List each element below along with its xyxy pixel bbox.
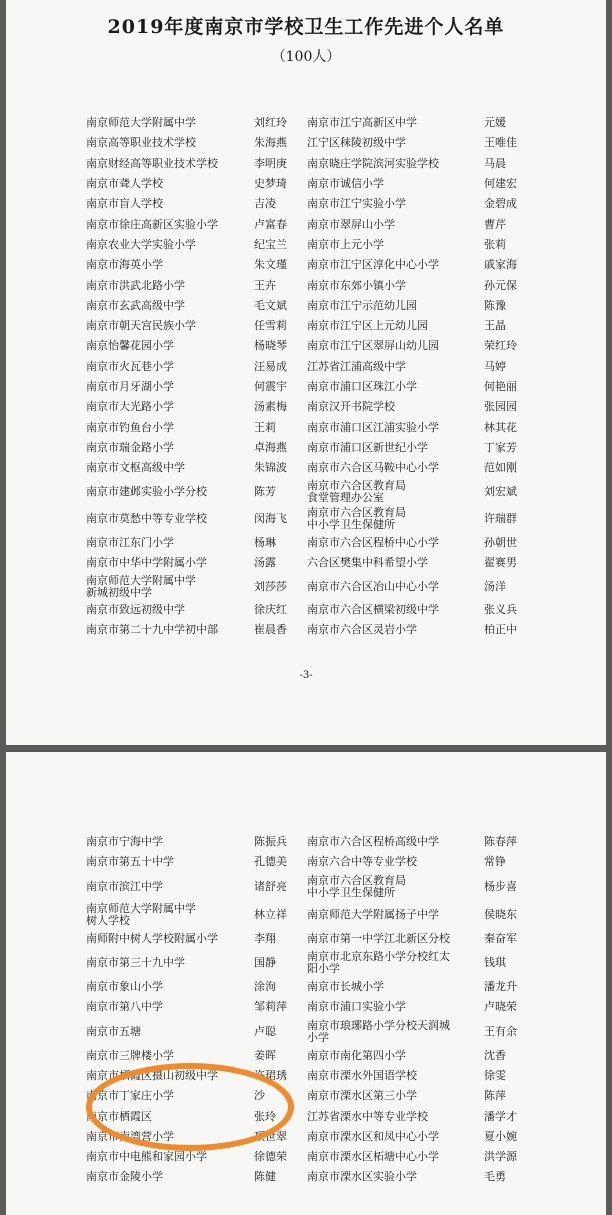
person-left: 孔德美 — [254, 855, 287, 869]
list-row — [6, 255, 606, 275]
person-left: 任雪莉 — [254, 319, 287, 333]
person-right: 翟赛男 — [484, 555, 517, 569]
school-left: 南京市瑞金路小学 — [86, 440, 174, 454]
school-right: 南京市六合区教育局 食堂管理办公室 — [307, 478, 406, 504]
person-right: 张莉 — [484, 237, 506, 251]
person-left: 汤露 — [254, 555, 276, 569]
school-right: 六合区樊集中科希望小学 — [307, 555, 428, 569]
school-right: 南京市六合区灵岩小学 — [307, 623, 417, 637]
list-row — [6, 532, 606, 552]
list-row — [6, 1046, 606, 1066]
list-row — [6, 1167, 606, 1187]
person-right: 王唯佳 — [484, 136, 517, 150]
list-row — [6, 505, 606, 532]
school-left: 南京怡馨花园小学 — [86, 339, 174, 353]
school-left: 南师附中树人学校附属小学 — [86, 931, 218, 945]
list-row — [6, 174, 606, 194]
school-right: 江宁区秣陵初级中学 — [307, 136, 406, 150]
person-right: 马晨 — [484, 156, 506, 170]
school-right: 南京市翠屏山小学 — [307, 217, 395, 231]
person-right: 洪学源 — [484, 1150, 517, 1164]
school-right: 南京市第一中学江北新区分校 — [307, 931, 450, 945]
school-left: 南京市海英小学 — [86, 258, 163, 272]
school-right: 南京市六合区横梁初级中学 — [307, 603, 439, 617]
school-left: 南京师范大学附属中学 新城初级中学 — [86, 573, 196, 599]
school-left: 南京市栖霞区摄山初级中学 — [86, 1068, 218, 1082]
school-left: 南京市江东门小学 — [86, 535, 174, 549]
school-right: 南京市浦口实验小学 — [307, 1000, 406, 1014]
school-right: 南京六合中等专业学校 — [307, 855, 417, 869]
person-right: 马婷 — [484, 359, 506, 373]
person-right: 钱琪 — [484, 955, 506, 969]
person-right: 林其花 — [484, 420, 517, 434]
person-right: 元媛 — [484, 116, 506, 130]
person-left: 徐庆红 — [254, 603, 287, 617]
list-row — [6, 1127, 606, 1147]
person-left: 卢聪 — [254, 1024, 276, 1038]
list-row — [6, 458, 606, 478]
school-left: 南京市中华中学附属小学 — [86, 555, 207, 569]
school-left: 南京财经高等职业技术学校 — [86, 156, 218, 170]
person-left: 汪易成 — [254, 359, 287, 373]
school-left: 南京市第三十九中学 — [86, 955, 185, 969]
person-right: 孙朝世 — [484, 535, 517, 549]
person-left: 朱锦波 — [254, 461, 287, 475]
person-left: 诸舒亮 — [254, 879, 287, 893]
list-row — [6, 832, 606, 852]
school-right: 南京市北京东路小学分校红太 阳小学 — [307, 949, 450, 975]
list-row — [6, 929, 606, 949]
person-left: 李明庚 — [254, 156, 287, 170]
school-left: 南京市南湾营小学 — [86, 1129, 174, 1143]
school-right: 南京市六合区冶山中心小学 — [307, 579, 439, 593]
school-left: 南京市三牌楼小学 — [86, 1048, 174, 1062]
list-row — [6, 873, 606, 901]
list-row — [6, 418, 606, 438]
person-left: 国静 — [254, 955, 276, 969]
person-left: 朱海燕 — [254, 136, 287, 150]
school-right: 南京市上元小学 — [307, 237, 384, 251]
person-right: 汤洋 — [484, 579, 506, 593]
person-left: 杨琳 — [254, 535, 276, 549]
person-right: 张园园 — [484, 400, 517, 414]
list-row — [6, 275, 606, 295]
person-right: 何建宏 — [484, 177, 517, 191]
school-right: 南京市东郊小镇小学 — [307, 278, 406, 292]
list-row — [6, 620, 606, 640]
list-row — [6, 553, 606, 573]
person-left: 沙 — [254, 1089, 265, 1103]
school-right: 南京晓庄学院滨河实验学校 — [307, 156, 439, 170]
list-row — [6, 600, 606, 620]
person-left: 毛文斌 — [254, 298, 287, 312]
person-left: 项世翠 — [254, 1129, 287, 1143]
person-left: 汤素梅 — [254, 400, 287, 414]
school-left: 南京高等职业技术学校 — [86, 136, 196, 150]
school-left: 南京市致远初级中学 — [86, 603, 185, 617]
school-right: 南京市溧水区实验小学 — [307, 1170, 417, 1184]
list-row — [6, 154, 606, 174]
list-row — [6, 997, 606, 1017]
school-left: 南京农业大学实验小学 — [86, 237, 196, 251]
list-row — [6, 977, 606, 997]
person-right: 潘学才 — [484, 1109, 517, 1123]
school-left: 南京市钓鱼台小学 — [86, 420, 174, 434]
school-left: 南京市朝天宫民族小学 — [86, 319, 196, 333]
person-left: 杨晓琴 — [254, 339, 287, 353]
school-left: 南京市第二十九中学初中部 — [86, 623, 218, 637]
page-number: -3- — [299, 670, 313, 681]
person-left: 卓海燕 — [254, 440, 287, 454]
person-left: 崔晨香 — [254, 623, 287, 637]
school-left: 南京市中电熊和家园小学 — [86, 1150, 207, 1164]
school-right: 南京市溧水区第三小学 — [307, 1089, 417, 1103]
school-right: 南京市六合区马鞍中心小学 — [307, 461, 439, 475]
list-row — [6, 133, 606, 153]
school-right: 南京市江宁高新区中学 — [307, 116, 417, 130]
list-row — [6, 194, 606, 214]
school-left: 南京市五塘 — [86, 1024, 141, 1038]
school-right: 南京市江宁区上元幼儿园 — [307, 319, 428, 333]
person-right: 王有余 — [484, 1024, 517, 1038]
person-right: 侯晓东 — [484, 907, 517, 921]
school-left: 南京市栖霞区 — [86, 1109, 152, 1123]
school-right: 南京市六合区教育局 中小学卫生保健所 — [307, 873, 406, 899]
school-left: 南京市徐庄高新区实验小学 — [86, 217, 218, 231]
person-right: 卢晓荣 — [484, 1000, 517, 1014]
person-left: 纪宝兰 — [254, 237, 287, 251]
school-left: 南京市洪武北路小学 — [86, 278, 185, 292]
person-right: 徐雯 — [484, 1068, 506, 1082]
school-right: 南京市六合区程桥高级中学 — [307, 835, 439, 849]
list-row — [6, 357, 606, 377]
school-left: 南京市象山小学 — [86, 980, 163, 994]
school-left: 南京师范大学附属中学 — [86, 116, 196, 130]
person-left: 朱文瑾 — [254, 258, 287, 272]
list-row — [6, 1147, 606, 1167]
school-right: 南京师范大学附属扬子中学 — [307, 907, 439, 921]
person-right: 陈春萍 — [484, 835, 517, 849]
person-right: 王晶 — [484, 319, 506, 333]
school-right: 南京市江宁示范幼儿园 — [307, 298, 417, 312]
school-right: 南京市浦口区江浦实验小学 — [307, 420, 439, 434]
school-left: 南京市聋人学校 — [86, 177, 163, 191]
document-page-1 — [6, 0, 606, 745]
person-left: 林立祥 — [254, 907, 287, 921]
school-left: 南京师范大学附属中学 树人学校 — [86, 901, 196, 927]
school-left: 南京市大光路小学 — [86, 400, 174, 414]
list-row — [6, 1086, 606, 1106]
school-left: 南京市建邺实验小学分校 — [86, 484, 207, 498]
person-left: 徐德荣 — [254, 1150, 287, 1164]
person-right: 荣红玲 — [484, 339, 517, 353]
list-row — [6, 1018, 606, 1046]
person-left: 姜晖 — [254, 1048, 276, 1062]
list-row — [6, 949, 606, 977]
school-right: 南京市长城小学 — [307, 980, 384, 994]
list-row — [6, 573, 606, 600]
list-row — [6, 901, 606, 929]
person-right: 陈萍 — [484, 1089, 506, 1103]
school-right: 南京市六合区教育局 中小学卫生保健所 — [307, 505, 406, 531]
person-left: 闵海飞 — [254, 511, 287, 525]
person-left: 涂洵 — [254, 980, 276, 994]
person-left: 陈振兵 — [254, 835, 287, 849]
school-left: 南京市月牙湖小学 — [86, 380, 174, 394]
list-row — [6, 438, 606, 458]
person-right: 柏正中 — [484, 623, 517, 637]
school-left: 南京市滨江中学 — [86, 879, 163, 893]
person-right: 张义兵 — [484, 603, 517, 617]
person-right: 刘宏斌 — [484, 484, 517, 498]
school-right: 南京市江宁实验小学 — [307, 197, 406, 211]
school-right: 江苏省江浦高级中学 — [307, 359, 406, 373]
school-left: 南京市莫愁中等专业学校 — [86, 511, 207, 525]
school-left: 南京市盲人学校 — [86, 197, 163, 211]
school-right: 南京市浦口区新世纪小学 — [307, 440, 428, 454]
list-row — [6, 296, 606, 316]
school-right: 南京市江宁区翠屏山幼儿园 — [307, 339, 439, 353]
person-right: 何艳丽 — [484, 380, 517, 394]
school-right: 南京市琅琊路小学分校天润城 小学 — [307, 1018, 450, 1044]
person-right: 戚家海 — [484, 258, 517, 272]
school-right: 南京市江宁区淳化中心小学 — [307, 258, 439, 272]
person-left: 王卉 — [254, 278, 276, 292]
school-right: 南京市南化第四小学 — [307, 1048, 406, 1062]
person-right: 许瑞群 — [484, 511, 517, 525]
person-right: 杨步喜 — [484, 879, 517, 893]
person-left: 卢富春 — [254, 217, 287, 231]
school-left: 南京市丁家庄小学 — [86, 1089, 174, 1103]
person-left: 何震宇 — [254, 380, 287, 394]
person-right: 夏小婉 — [484, 1129, 517, 1143]
person-right: 秦奋军 — [484, 931, 517, 945]
person-right: 潘龙升 — [484, 980, 517, 994]
school-right: 南京市浦口区珠江小学 — [307, 380, 417, 394]
school-left: 南京市玄武高级中学 — [86, 298, 185, 312]
person-right: 沈香 — [484, 1048, 506, 1062]
list-row — [6, 377, 606, 397]
person-left: 吉凌 — [254, 197, 276, 211]
person-left: 张玲 — [254, 1109, 276, 1123]
person-count: （100人） — [271, 49, 341, 65]
person-right: 范如刚 — [484, 461, 517, 475]
school-left: 南京市第八中学 — [86, 1000, 163, 1014]
person-right: 毛勇 — [484, 1170, 506, 1184]
school-right: 南京市六合区程桥中心小学 — [307, 535, 439, 549]
school-left: 南京市火瓦巷小学 — [86, 359, 174, 373]
page-title: 2019年度南京市学校卫生工作先进个人名单 — [107, 16, 505, 38]
person-right: 曹芹 — [484, 217, 506, 231]
person-left: 陈芳 — [254, 484, 276, 498]
school-right: 江苏省溧水中等专业学校 — [307, 1109, 428, 1123]
person-left: 李翔 — [254, 931, 276, 945]
document-page-2 — [6, 752, 606, 1215]
list-row — [6, 235, 606, 255]
person-right: 金碧成 — [484, 197, 517, 211]
school-left: 南京市金陵小学 — [86, 1170, 163, 1184]
school-right: 南京市溧水区和凤中心小学 — [307, 1129, 439, 1143]
school-right: 南京市诚信小学 — [307, 177, 384, 191]
person-left: 邹莉萍 — [254, 1000, 287, 1014]
person-right: 孙元保 — [484, 278, 517, 292]
person-right: 陈豫 — [484, 298, 506, 312]
school-right: 南京市溧水区柘塘中心小学 — [307, 1150, 439, 1164]
list-row — [6, 852, 606, 872]
person-left: 刘莎莎 — [254, 579, 287, 593]
list-row — [6, 316, 606, 336]
person-left: 刘红玲 — [254, 116, 287, 130]
list-row — [6, 397, 606, 417]
person-left: 陈健 — [254, 1170, 276, 1184]
school-left: 南京市宁海中学 — [86, 835, 163, 849]
list-row — [6, 113, 606, 133]
person-right: 常铮 — [484, 855, 506, 869]
list-row — [6, 1066, 606, 1086]
list-row — [6, 215, 606, 235]
school-left: 南京市文枢高级中学 — [86, 461, 185, 475]
person-right: 丁家芳 — [484, 440, 517, 454]
list-row — [6, 478, 606, 505]
person-left: 史梦琦 — [254, 177, 287, 191]
school-right: 南京市溧水外国语学校 — [307, 1068, 417, 1082]
person-left: 王莉 — [254, 420, 276, 434]
list-row — [6, 336, 606, 356]
list-row — [6, 1106, 606, 1126]
school-right: 南京汉开书院学校 — [307, 400, 395, 414]
school-left: 南京市第五十中学 — [86, 855, 174, 869]
person-left: 许珺琇 — [254, 1068, 287, 1082]
